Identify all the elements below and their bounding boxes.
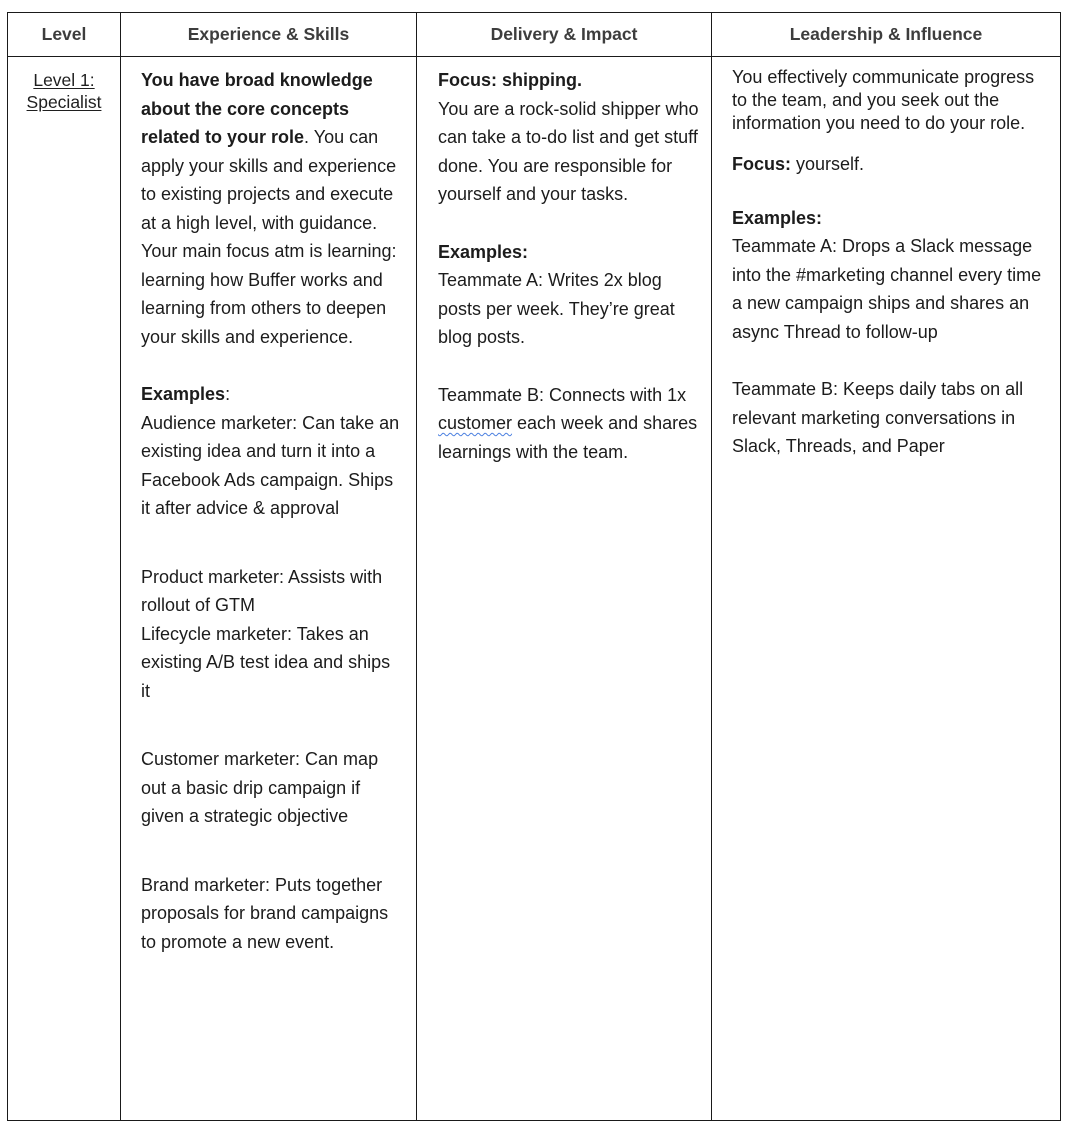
example-customer-marketer: Customer marketer: Can map out a basic drip campaign if given a strategic objective xyxy=(141,749,379,826)
experience-intro-bold: You have broad knowledge about the core concepts related to your role xyxy=(141,70,373,147)
header-experience-skills: Experience & Skills xyxy=(121,13,417,57)
level-number: Level 1: xyxy=(33,70,95,90)
experience-intro xyxy=(141,66,401,351)
level-1-specialist-link[interactable] xyxy=(27,70,102,112)
leadership-examples-heading: Examples: xyxy=(732,207,823,228)
leadership-example-a: Teammate A: Drops a Slack message into the #marketing channel every time a new campaign ships and shares an async Thread to follow-up xyxy=(732,236,1042,342)
level-cell xyxy=(8,57,121,1121)
delivery-focus: Focus: shipping. xyxy=(438,70,582,90)
example-brand-marketer: Brand marketer: Puts together proposals for brand campaigns to promote a new event. xyxy=(141,874,389,952)
header-leadership-influence: Leadership & Influence xyxy=(712,13,1061,57)
spellcheck-flagged-word[interactable]: customer xyxy=(438,413,513,433)
example-lifecycle-marketer: Lifecycle marketer: Takes an existing A/B test idea and ships it xyxy=(141,623,391,701)
leadership-intro: You effectively communicate progress to the team, and you seek out the information you need to do your role. xyxy=(732,67,1035,133)
leadership-influence-cell xyxy=(712,57,1061,1121)
delivery-impact-cell xyxy=(417,57,712,1121)
header-row xyxy=(8,13,1061,57)
experience-skills-cell xyxy=(121,57,417,1121)
header-delivery-impact: Delivery & Impact xyxy=(417,13,712,57)
delivery-example-b: Teammate B: Connects with 1x customer each week and shares learnings with the team. xyxy=(438,384,698,462)
leadership-example-b: Teammate B: Keeps daily tabs on all relevant marketing conversations in Slack, Threads, and Paper xyxy=(732,379,1024,456)
example-product-marketer: Product marketer: Assists with rollout of GTM xyxy=(141,566,383,615)
example-audience-marketer: Audience marketer: Can take an existing idea and turn it into a Facebook Ads campaign. Ships it after advice & approval xyxy=(141,412,400,518)
table-row xyxy=(8,57,1061,1121)
career-ladder-table xyxy=(7,12,1061,1121)
level-title: Specialist xyxy=(26,92,102,112)
delivery-example-a: Teammate A: Writes 2x blog posts per week. They’re great blog posts. xyxy=(438,270,675,347)
delivery-description: You are a rock-solid shipper who can take a to-do list and get stuff done. You are responsible for yourself and your tasks. xyxy=(438,98,699,204)
header-level: Level xyxy=(8,13,121,57)
experience-intro-text: . You can apply your skills and experience to existing projects and execute at a high level, with guidance. Your main focus atm is learning: learning how Buffer works and learning from others to deepen your skills and experience. xyxy=(141,127,397,347)
experience-examples-heading: Examples: xyxy=(141,384,231,404)
delivery-examples-heading: Examples: xyxy=(438,241,529,262)
leadership-focus: Focus: yourself. xyxy=(732,154,865,174)
